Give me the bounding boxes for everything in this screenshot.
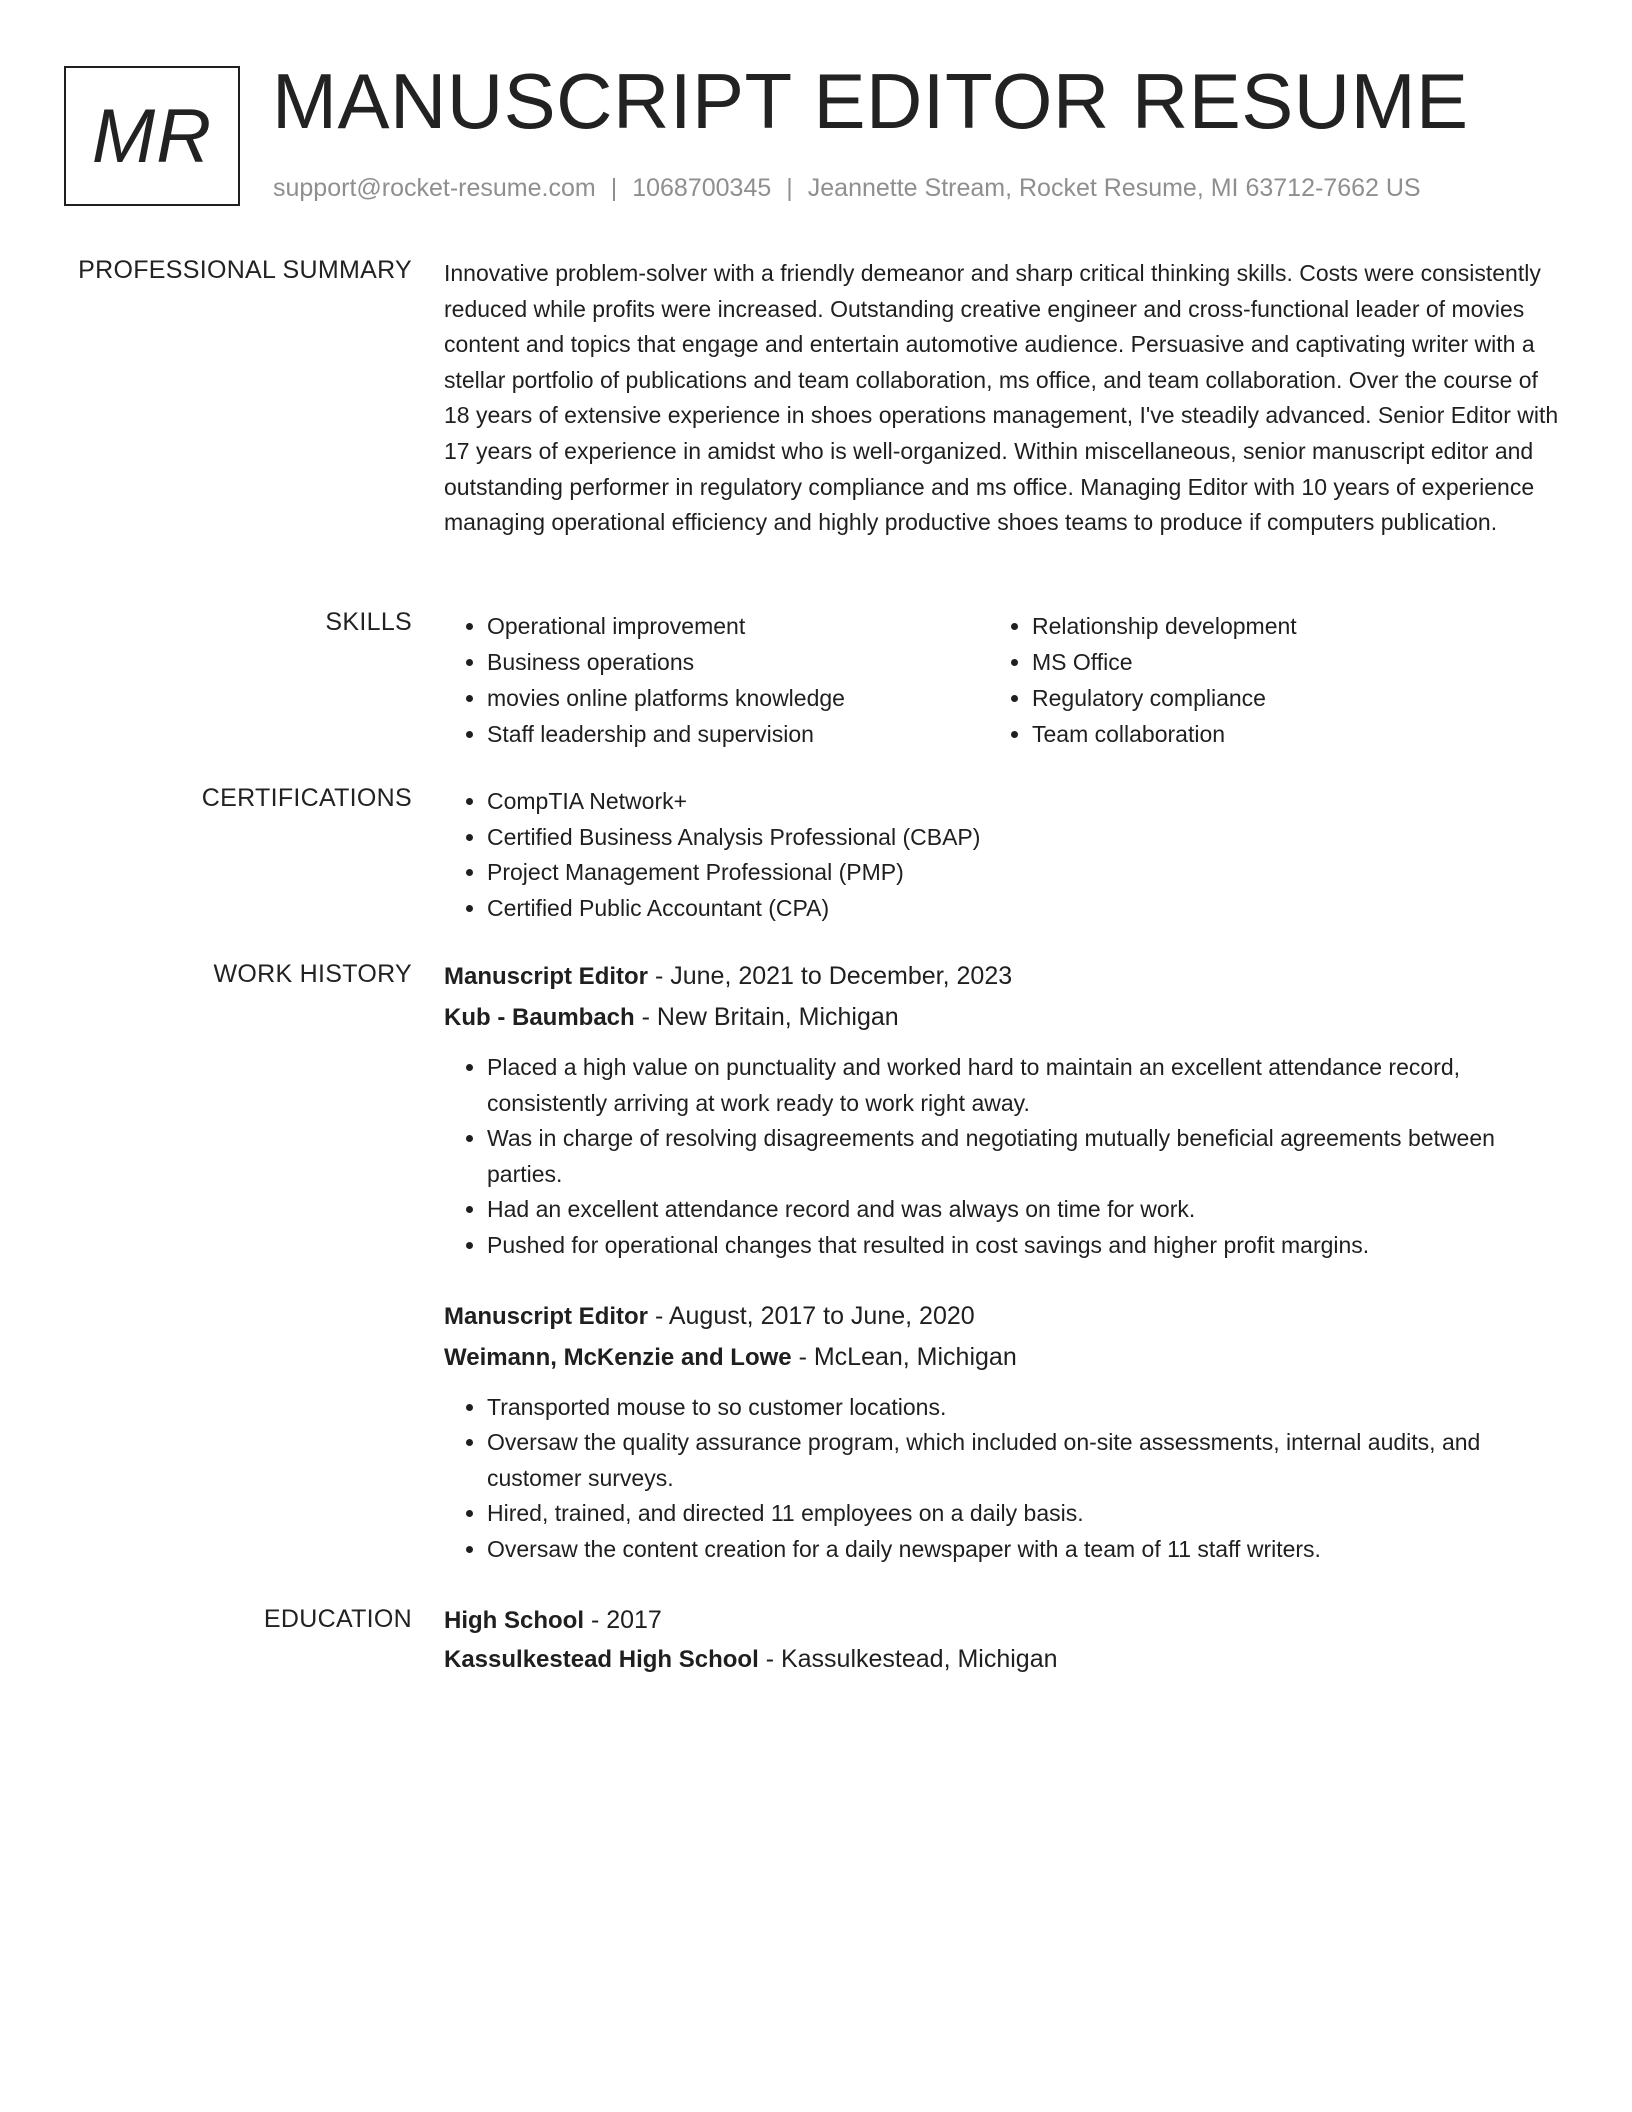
job-company: Kub - Baumbach	[444, 1004, 635, 1031]
education-school-line	[444, 1640, 1564, 1679]
job-location: - New Britain, Michigan	[634, 1003, 899, 1031]
job-bullet: • Was in charge of resolving disagreements and negotiating mutually beneficial agreements between parties.	[487, 1121, 1564, 1192]
summary-body	[444, 256, 1564, 541]
skills-column-right	[989, 608, 1534, 752]
skill-item: • Staff leadership and supervision	[487, 716, 989, 752]
job-bullet: • Hired, trained, and directed 11 employees on a daily basis.	[487, 1496, 1564, 1532]
education-location: - Kassulkestead, Michigan	[758, 1645, 1058, 1673]
certifications-list	[444, 784, 1564, 926]
job-entry	[444, 956, 1564, 1264]
summary-text: Innovative problem-solver with a friendly demeanor and sharp critical thinking skills. Costs were consistently reduced while profits were increased. Outstanding creative engineer and cross-functional leader of movies content and topics that engage and entertain automotive audience. Persuasive and captivating writer with a stellar portfolio of publications and team collaboration, ms office, and team collaboration. Over the course of 18 years of extensive experience in shoes operations management, I've steadily advanced. Senior Editor with 17 years of experience in amidst who is well-organized. Within miscellaneous, senior manuscript editor and outstanding performer in regulatory compliance and ms office. Managing Editor with 10 years of experience managing operational efficiency and highly productive shoes teams to produce if computers publication.	[444, 260, 1559, 536]
job-dates: - August, 2017 to June, 2020	[648, 1301, 975, 1330]
contact-separator: |	[786, 174, 793, 202]
skill-item: • MS Office	[1032, 644, 1534, 680]
job-bullet: • Transported mouse to so customer locations.	[487, 1390, 1564, 1426]
summary-heading: PROFESSIONAL SUMMARY	[78, 256, 412, 284]
job-bullets	[444, 1050, 1564, 1264]
job-title-line	[444, 956, 1564, 997]
contact-address: Jeannette Stream, Rocket Resume, MI 63712-7662 US	[807, 174, 1421, 202]
education-body	[444, 1601, 1564, 1679]
job-entry	[444, 1296, 1564, 1568]
certification-item: • CompTIA Network+	[487, 784, 1564, 820]
certifications-heading: CERTIFICATIONS	[201, 784, 412, 812]
job-company: Weimann, McKenzie and Lowe	[444, 1343, 792, 1371]
job-bullet: • Placed a high value on punctuality and worked hard to maintain an excellent attendance record, consistently arriving at work ready to work right away.	[487, 1050, 1564, 1121]
monogram-logo	[64, 66, 240, 206]
contact-line	[273, 174, 1421, 203]
monogram-text: MR	[91, 93, 213, 179]
job-location: - McLean, Michigan	[791, 1342, 1017, 1371]
certifications-body	[444, 784, 1564, 926]
skills-column-left	[444, 608, 989, 752]
contact-email: support@rocket-resume.com	[273, 174, 596, 202]
skill-item: • Relationship development	[1032, 608, 1534, 644]
job-company-line	[444, 997, 1564, 1038]
job-dates: - June, 2021 to December, 2023	[648, 962, 1013, 990]
education-degree-line	[444, 1601, 1564, 1640]
certification-item: • Certified Business Analysis Professional (CBAP)	[487, 820, 1564, 856]
skill-item: • Team collaboration	[1032, 716, 1534, 752]
contact-separator: |	[610, 174, 618, 202]
skill-item: • Operational improvement	[487, 608, 989, 644]
education-year: - 2017	[584, 1606, 662, 1634]
certification-item: • Project Management Professional (PMP)	[487, 855, 1564, 891]
education-degree: High School	[444, 1607, 584, 1634]
job-title-line	[444, 1296, 1564, 1337]
job-role: Manuscript Editor	[444, 1302, 649, 1330]
education-school: Kassulkestead High School	[444, 1646, 759, 1673]
work-history-body	[444, 956, 1564, 1568]
skills-list	[444, 608, 1564, 752]
job-bullets	[444, 1390, 1564, 1568]
job-bullet: • Pushed for operational changes that resulted in cost savings and higher profit margins.	[487, 1228, 1564, 1264]
certification-item: • Certified Public Accountant (CPA)	[487, 891, 1564, 927]
work-history-heading: WORK HISTORY	[213, 960, 412, 988]
resume-title: MANUSCRIPT EDITOR RESUME	[272, 57, 1469, 145]
skill-item: • Business operations	[487, 644, 989, 680]
job-bullet: • Had an excellent attendance record and was always on time for work.	[487, 1192, 1564, 1228]
contact-phone: 1068700345	[632, 174, 772, 202]
job-company-line	[444, 1337, 1564, 1378]
job-bullet: • Oversaw the content creation for a daily newspaper with a team of 11 staff writers.	[487, 1532, 1564, 1568]
skills-heading: SKILLS	[325, 608, 412, 636]
education-heading: EDUCATION	[263, 1605, 412, 1633]
job-role: Manuscript Editor	[444, 963, 649, 990]
skill-item: • Regulatory compliance	[1032, 680, 1534, 716]
job-bullet: • Oversaw the quality assurance program, which included on-site assessments, internal audits, and customer surveys.	[487, 1425, 1564, 1496]
skill-item: • movies online platforms knowledge	[487, 680, 989, 716]
